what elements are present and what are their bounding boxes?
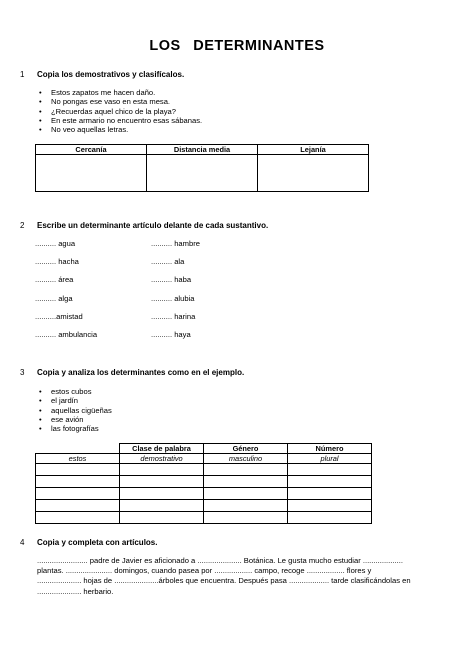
example-gender: masculino bbox=[204, 454, 288, 464]
article-blank-item: .......... alubia bbox=[151, 294, 195, 303]
article-blank-item: .......... área bbox=[35, 275, 74, 284]
paragraph-line: ..................... herbario. bbox=[37, 586, 114, 596]
header-numero: Número bbox=[288, 444, 372, 454]
sentence-item: • En este armario no encuentro esas sábanas. bbox=[37, 116, 202, 125]
question-3-number: 3 bbox=[20, 368, 25, 377]
answer-cell[interactable] bbox=[288, 488, 372, 500]
answer-cell[interactable] bbox=[120, 512, 204, 524]
analysis-table bbox=[35, 443, 372, 524]
sentence-item: • Estos zapatos me hacen daño. bbox=[37, 88, 202, 97]
answer-cell[interactable] bbox=[36, 464, 120, 476]
header-lejania: Lejanía bbox=[258, 145, 369, 155]
paragraph-line: ........................ padre de Javier es aficionado a ..................... Botánica. Le gusta mucho estudiar ................... bbox=[37, 556, 403, 565]
answer-cell[interactable] bbox=[120, 464, 204, 476]
answer-cell[interactable] bbox=[36, 512, 120, 524]
answer-cell[interactable] bbox=[204, 488, 288, 500]
header-genero: Género bbox=[204, 444, 288, 454]
answer-cell[interactable] bbox=[36, 500, 120, 512]
sentence-item: • No pongas ese vaso en esta mesa. bbox=[37, 97, 202, 106]
header-empty bbox=[36, 444, 120, 454]
question-2-number: 2 bbox=[20, 221, 25, 230]
article-blank-item: .......... ambulancia bbox=[35, 330, 98, 339]
article-blank-item: .......... haba bbox=[151, 275, 192, 284]
article-blank-item: .......... haya bbox=[151, 330, 191, 339]
answer-cell[interactable] bbox=[288, 512, 372, 524]
answer-cell[interactable] bbox=[204, 464, 288, 476]
article-blank-item: .......... agua bbox=[35, 239, 76, 248]
question-4-title: Copia y completa con artículos. bbox=[37, 538, 158, 547]
answer-cell[interactable] bbox=[204, 500, 288, 512]
answer-cell-cercania[interactable] bbox=[36, 155, 147, 192]
question-2-title: Escribe un determinante artículo delante de cada sustantivo. bbox=[37, 221, 269, 230]
answer-cell[interactable] bbox=[120, 476, 204, 488]
question-4-number: 4 bbox=[20, 538, 25, 547]
paragraph-line: ..................... hojas de .....................árboles que encuentra. Después pasa ................... tarde clasificándolas en bbox=[37, 576, 411, 586]
example-class: demostrativo bbox=[120, 454, 204, 464]
sentence-item: • No veo aquellas letras. bbox=[37, 125, 202, 134]
answer-cell[interactable] bbox=[120, 488, 204, 500]
word-item: • aquellas cigüeñas bbox=[37, 406, 112, 415]
question-1-sentence-list bbox=[37, 88, 202, 134]
fill-in-paragraph bbox=[37, 556, 411, 597]
article-blank-item: .......... hacha bbox=[35, 257, 79, 266]
answer-cell[interactable] bbox=[120, 500, 204, 512]
answer-cell[interactable] bbox=[288, 476, 372, 488]
answer-cell[interactable] bbox=[36, 476, 120, 488]
question-1-number: 1 bbox=[20, 70, 25, 79]
paragraph-line: plantas. ...................... domingos, cuando pasea por .................. campo, recoge .................. flores y bbox=[37, 566, 372, 576]
sentence-item: • ¿Recuerdas aquel chico de la playa? bbox=[37, 107, 202, 116]
answer-cell[interactable] bbox=[204, 512, 288, 524]
demonstratives-table bbox=[35, 144, 369, 192]
page-title: LOS DETERMINANTES bbox=[149, 38, 325, 54]
answer-cell[interactable] bbox=[288, 464, 372, 476]
answer-cell-distancia-media[interactable] bbox=[147, 155, 258, 192]
header-clase-de-palabra: Clase de palabra bbox=[120, 444, 204, 454]
answer-cell[interactable] bbox=[288, 500, 372, 512]
article-blank-item: .......... ala bbox=[151, 257, 185, 266]
example-word: estos bbox=[36, 454, 120, 464]
word-item: • las fotografías bbox=[37, 424, 112, 433]
word-item: • estos cubos bbox=[37, 387, 112, 396]
word-item: • ese avión bbox=[37, 415, 112, 424]
answer-cell[interactable] bbox=[204, 476, 288, 488]
question-3-word-list bbox=[37, 387, 112, 433]
answer-cell-lejania[interactable] bbox=[258, 155, 369, 192]
answer-cell[interactable] bbox=[36, 488, 120, 500]
article-blank-item: .......... alga bbox=[35, 294, 73, 303]
header-distancia-media: Distancia media bbox=[147, 145, 258, 155]
article-blank-item: .......... hambre bbox=[151, 239, 200, 248]
article-blank-item: .......... harina bbox=[151, 312, 196, 321]
example-number: plural bbox=[288, 454, 372, 464]
article-blank-item: ..........amistad bbox=[35, 312, 83, 321]
word-item: • el jardín bbox=[37, 396, 112, 405]
header-cercania: Cercanía bbox=[36, 145, 147, 155]
question-1-title: Copia los demostrativos y clasifícalos. bbox=[37, 70, 185, 79]
question-3-title: Copia y analiza los determinantes como en el ejemplo. bbox=[37, 368, 245, 377]
